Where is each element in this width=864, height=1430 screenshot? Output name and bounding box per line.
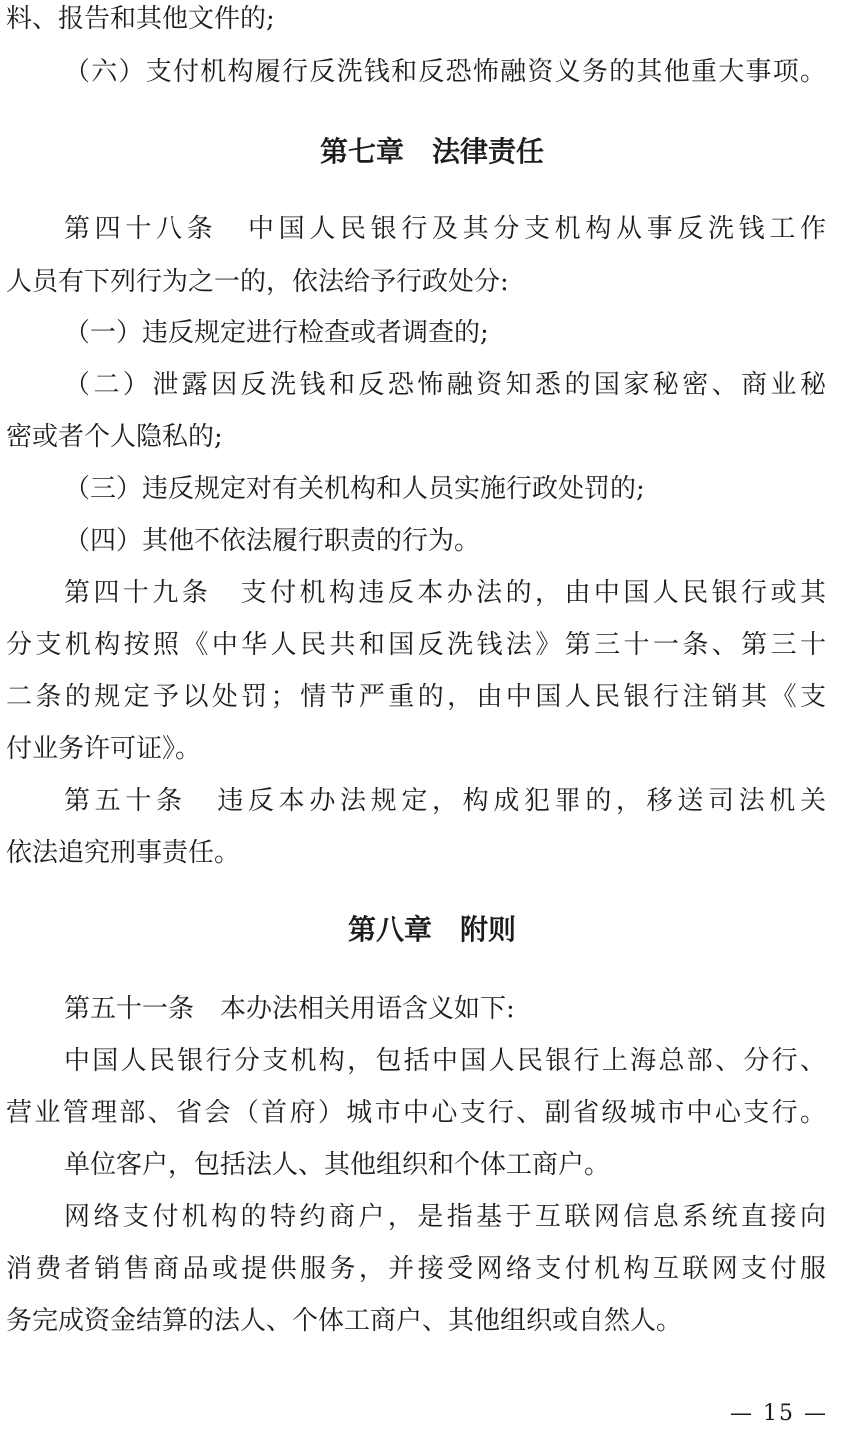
text-line: 第四十九条 支付机构违反本办法的，由中国人民银行或其 [64, 578, 826, 608]
text-line: （四）其他不依法履行职责的行为。 [64, 526, 481, 556]
text-line: 第五十条 违反本办法规定，构成犯罪的，移送司法机关 [64, 786, 826, 816]
text-line: 营业管理部、省会（首府）城市中心支行、副省级城市中心支行。 [6, 1098, 826, 1128]
text-line: 中国人民银行分支机构，包括中国人民银行上海总部、分行、 [64, 1046, 826, 1076]
text-line: 单位客户，包括法人、其他组织和个体工商户。 [64, 1150, 611, 1180]
text-line: 第五十一条 本办法相关用语含义如下: [64, 994, 515, 1024]
text-line: （三）违反规定对有关机构和人员实施行政处罚的; [64, 474, 645, 504]
chapter-heading: 第七章 法律责任 [319, 135, 544, 168]
text-line: 消费者销售商品或提供服务，并接受网络支付机构互联网支付服 [6, 1254, 826, 1284]
text-line: 二条的规定予以处罚；情节严重的，由中国人民银行注销其《支 [6, 682, 826, 712]
text-line: （一）违反规定进行检查或者调查的; [64, 318, 489, 348]
text-line: （二）泄露因反洗钱和反恐怖融资知悉的国家秘密、商业秘 [64, 370, 826, 400]
text-line: 人员有下列行为之一的，依法给予行政处分: [6, 267, 509, 297]
text-line: 务完成资金结算的法人、个体工商户、其他组织或自然人。 [6, 1306, 683, 1336]
text-line: 第四十八条 中国人民银行及其分支机构从事反洗钱工作 [64, 214, 826, 244]
chapter-heading: 第八章 附则 [347, 913, 516, 946]
text-line: 网络支付机构的特约商户，是指基于互联网信息系统直接向 [64, 1202, 826, 1232]
page-number: — 15 — [730, 1401, 828, 1426]
text-line: （六）支付机构履行反洗钱和反恐怖融资义务的其他重大事项。 [64, 57, 826, 87]
text-line: 分支机构按照《中华人民共和国反洗钱法》第三十一条、第三十 [6, 630, 826, 660]
text-line: 密或者个人隐私的; [6, 422, 223, 452]
text-line: 料、报告和其他文件的; [6, 4, 275, 34]
text-line: 付业务许可证》。 [6, 734, 202, 764]
text-line: 依法追究刑事责任。 [6, 838, 241, 868]
